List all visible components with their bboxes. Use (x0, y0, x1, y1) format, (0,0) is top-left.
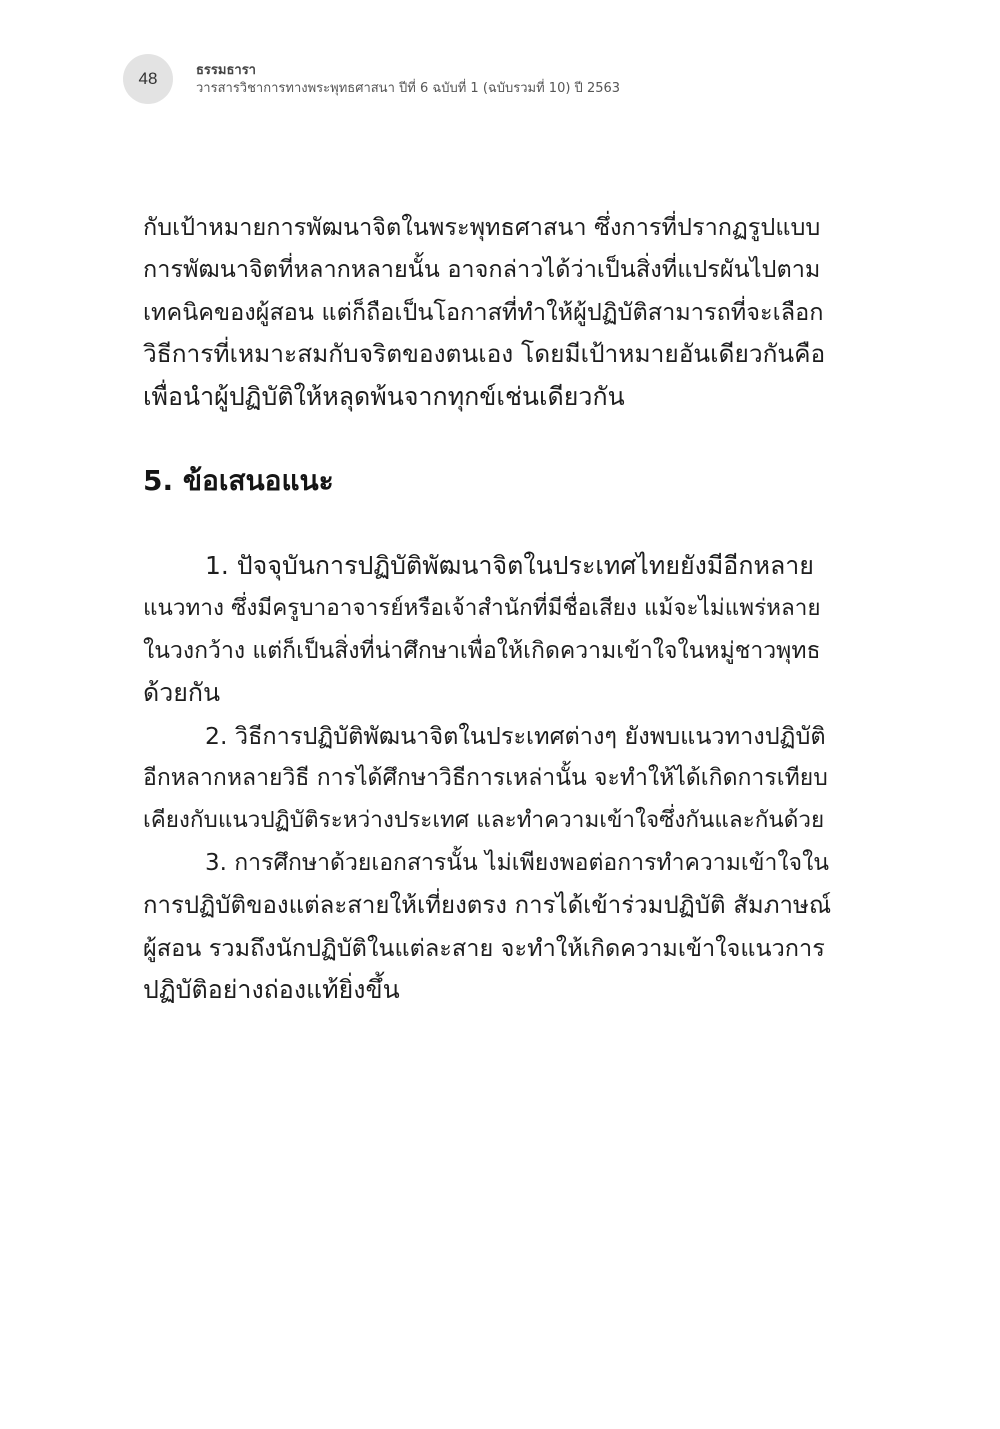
recommendation-3-line: 3. การศึกษาด้วยเอกสารนั้น ไม่เพียงพอต่อการทำความเข้าใจใน (205, 849, 830, 876)
recommendation-2-line: เคียงกับแนวปฏิบัติระหว่างประเทศ และทำความเข้าใจซึ่งกันและกันด้วย (143, 807, 825, 834)
page-number: 48 (138, 69, 158, 88)
intro-paragraph (143, 206, 833, 418)
section-heading: 5. ข้อเสนอแนะ (143, 464, 334, 497)
text-line: เทคนิคของผู้สอน แต่ก็ถือเป็นโอกาสที่ทำให้ผู้ปฏิบัติสามารถที่จะเลือก (143, 297, 824, 326)
journal-name: ธรรมธารา (196, 63, 256, 78)
recommendation-1-line: 1. ปัจจุบันการปฏิบัติพัฒนาจิตในประเทศไทยยังมีอีกหลาย (205, 551, 814, 580)
recommendation-2-line: 2. วิธีการปฏิบัติพัฒนาจิตในประเทศต่างๆ ยังพบแนวทางปฏิบัติ (205, 721, 826, 750)
recommendation-2-line: อีกหลากหลายวิธี การได้ศึกษาวิธีการเหล่านั้น จะทำให้ได้เกิดการเทียบ (143, 765, 828, 792)
recommendation-1-line: ในวงกว้าง แต่ก็เป็นสิ่งที่น่าศึกษาเพื่อให้เกิดความเข้าใจในหมู่ชาวพุทธ (143, 637, 821, 664)
running-header (196, 62, 620, 98)
journal-subtitle: วารสารวิชาการทางพระพุทธศาสนา ปีที่ 6 ฉบับที่ 1 (ฉบับรวมที่ 10) ปี 2563 (196, 81, 621, 96)
recommendations-list (143, 545, 833, 1011)
text-line: เพื่อนำผู้ปฏิบัติให้หลุดพ้นจากทุกข์เช่นเดียวกัน (143, 381, 625, 411)
recommendation-1-line: แนวทาง ซึ่งมีครูบาอาจารย์หรือเจ้าสำนักที่มีชื่อเสียง แม้จะไม่แพร่หลาย (143, 595, 821, 622)
recommendation-3-line: การปฏิบัติของแต่ละสายให้เที่ยงตรง การได้เข้าร่วมปฏิบัติ สัมภาษณ์ (143, 891, 832, 920)
text-line: กับเป้าหมายการพัฒนาจิตในพระพุทธศาสนา ซึ่งการที่ปรากฏรูปแบบ (143, 213, 821, 241)
page-number-badge (123, 54, 173, 104)
text-line: วิธีการที่เหมาะสมกับจริตของตนเอง โดยมีเป้าหมายอันเดียวกันคือ (143, 339, 826, 369)
recommendation-1-line: ด้วยกัน (143, 678, 221, 708)
recommendation-3-line: ปฏิบัติอย่างถ่องแท้ยิ่งขึ้น (143, 975, 400, 1005)
recommendation-3-line: ผู้สอน รวมถึงนักปฏิบัติในแต่ละสาย จะทำให้เกิดความเข้าใจแนวการ (143, 933, 825, 962)
text-line: การพัฒนาจิตที่หลากหลายนั้น อาจกล่าวได้ว่าเป็นสิ่งที่แปรผันไปตาม (143, 255, 821, 284)
